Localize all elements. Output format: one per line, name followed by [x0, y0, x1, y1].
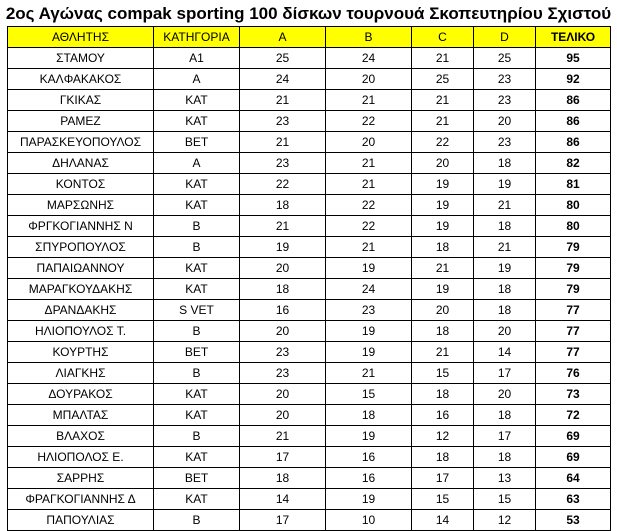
athlete-cell: ΚΟΝΤΟΣ	[8, 174, 154, 195]
athlete-cell: ΒΛΑΧΟΣ	[8, 426, 154, 447]
athlete-cell: ΜΑΡΑΓΚΟΥΔΑΚΗΣ	[8, 279, 154, 300]
header-row	[8, 27, 611, 48]
final-score-cell: 95	[536, 48, 611, 69]
round-b-cell: 19	[326, 342, 412, 363]
round-c-cell: 19	[412, 174, 474, 195]
round-d-cell: 23	[474, 132, 536, 153]
category-cell: Α	[154, 69, 240, 90]
final-score-cell: 86	[536, 111, 611, 132]
category-cell: ΚΑΤ	[154, 90, 240, 111]
table-row	[8, 279, 611, 300]
final-score-cell: 76	[536, 363, 611, 384]
final-score-cell: 73	[536, 384, 611, 405]
round-a-cell: 20	[240, 258, 326, 279]
final-score-cell: 80	[536, 216, 611, 237]
table-row	[8, 48, 611, 69]
athlete-cell: ΣΑΡΡΗΣ	[8, 468, 154, 489]
final-score-cell: 53	[536, 510, 611, 531]
final-score-cell: 77	[536, 300, 611, 321]
round-c-cell: 21	[412, 342, 474, 363]
round-a-cell: 14	[240, 489, 326, 510]
final-score-cell: 82	[536, 153, 611, 174]
round-d-cell: 23	[474, 90, 536, 111]
round-a-cell: 21	[240, 426, 326, 447]
athlete-cell: ΔΟΥΡΑΚΟΣ	[8, 384, 154, 405]
header-round-c: C	[412, 27, 474, 48]
round-b-cell: 22	[326, 111, 412, 132]
category-cell: Α1	[154, 48, 240, 69]
round-d-cell: 17	[474, 426, 536, 447]
round-b-cell: 21	[326, 237, 412, 258]
final-score-cell: 72	[536, 405, 611, 426]
round-a-cell: 20	[240, 321, 326, 342]
round-c-cell: 21	[412, 90, 474, 111]
table-row	[8, 216, 611, 237]
round-c-cell: 19	[412, 216, 474, 237]
table-row	[8, 510, 611, 531]
round-a-cell: 18	[240, 468, 326, 489]
category-cell: Β	[154, 237, 240, 258]
category-cell: ΚΑΤ	[154, 258, 240, 279]
category-cell: ΒΕΤ	[154, 342, 240, 363]
round-d-cell: 15	[474, 489, 536, 510]
athlete-cell: ΣΠΥΡΟΠΟΥΛΟΣ	[8, 237, 154, 258]
round-b-cell: 24	[326, 48, 412, 69]
round-a-cell: 25	[240, 48, 326, 69]
round-a-cell: 21	[240, 216, 326, 237]
header-final: ΤΕΛΙΚΟ	[536, 27, 611, 48]
round-c-cell: 12	[412, 426, 474, 447]
round-d-cell: 19	[474, 258, 536, 279]
athlete-cell: ΣΤΑΜΟΥ	[8, 48, 154, 69]
round-b-cell: 19	[326, 321, 412, 342]
table-row	[8, 468, 611, 489]
table-row	[8, 426, 611, 447]
round-b-cell: 21	[326, 174, 412, 195]
round-c-cell: 16	[412, 405, 474, 426]
final-score-cell: 79	[536, 258, 611, 279]
round-d-cell: 18	[474, 279, 536, 300]
table-row	[8, 174, 611, 195]
round-b-cell: 22	[326, 195, 412, 216]
round-c-cell: 15	[412, 363, 474, 384]
athlete-cell: ΗΛΙΟΠΟΛΟΣ Ε.	[8, 447, 154, 468]
table-header	[8, 27, 611, 48]
athlete-cell: ΚΑΛΦΑΚΑΚΟΣ	[8, 69, 154, 90]
round-c-cell: 18	[412, 237, 474, 258]
category-cell: ΚΑΤ	[154, 174, 240, 195]
final-score-cell: 79	[536, 237, 611, 258]
table-row	[8, 489, 611, 510]
table-row	[8, 321, 611, 342]
table-row	[8, 195, 611, 216]
round-a-cell: 23	[240, 363, 326, 384]
athlete-cell: ΡΑΜΕΖ	[8, 111, 154, 132]
header-round-b: B	[326, 27, 412, 48]
round-b-cell: 19	[326, 258, 412, 279]
athlete-cell: ΚΟΥΡΤΗΣ	[8, 342, 154, 363]
round-d-cell: 19	[474, 174, 536, 195]
round-b-cell: 16	[326, 447, 412, 468]
round-d-cell: 18	[474, 216, 536, 237]
athlete-cell: ΗΛΙΟΠΟΥΛΟΣ Τ.	[8, 321, 154, 342]
round-b-cell: 19	[326, 489, 412, 510]
round-d-cell: 18	[474, 447, 536, 468]
round-c-cell: 18	[412, 384, 474, 405]
table-row	[8, 363, 611, 384]
round-a-cell: 24	[240, 69, 326, 90]
table-row	[8, 153, 611, 174]
table-row	[8, 111, 611, 132]
round-d-cell: 18	[474, 153, 536, 174]
category-cell: ΒΕΤ	[154, 132, 240, 153]
table-row	[8, 90, 611, 111]
athlete-cell: ΜΑΡΣΩΝΗΣ	[8, 195, 154, 216]
round-b-cell: 21	[326, 153, 412, 174]
round-c-cell: 18	[412, 321, 474, 342]
category-cell: Β	[154, 510, 240, 531]
round-c-cell: 19	[412, 279, 474, 300]
round-d-cell: 21	[474, 237, 536, 258]
round-c-cell: 21	[412, 111, 474, 132]
table-row	[8, 132, 611, 153]
page-title: 2ος Αγώνας compak sporting 100 δίσκων τουρνουά Σκοπευτηρίου Σχιστού	[5, 4, 612, 23]
athlete-cell: ΔΗΛΑΝΑΣ	[8, 153, 154, 174]
round-b-cell: 20	[326, 132, 412, 153]
table-row	[8, 69, 611, 90]
round-a-cell: 22	[240, 174, 326, 195]
table-row	[8, 447, 611, 468]
round-a-cell: 19	[240, 237, 326, 258]
round-c-cell: 22	[412, 132, 474, 153]
table-row	[8, 384, 611, 405]
final-score-cell: 69	[536, 426, 611, 447]
category-cell: ΚΑΤ	[154, 489, 240, 510]
round-d-cell: 18	[474, 300, 536, 321]
athlete-cell: ΠΑΠΑΙΩΑΝΝΟΥ	[8, 258, 154, 279]
round-d-cell: 18	[474, 405, 536, 426]
round-c-cell: 14	[412, 510, 474, 531]
category-cell: ΒΕΤ	[154, 468, 240, 489]
final-score-cell: 77	[536, 321, 611, 342]
round-a-cell: 17	[240, 510, 326, 531]
round-c-cell: 15	[412, 489, 474, 510]
round-d-cell: 20	[474, 321, 536, 342]
round-d-cell: 25	[474, 48, 536, 69]
athlete-cell: ΠΑΠΟΥΛΙΑΣ	[8, 510, 154, 531]
round-d-cell: 23	[474, 69, 536, 90]
final-score-cell: 79	[536, 279, 611, 300]
round-d-cell: 20	[474, 111, 536, 132]
final-score-cell: 80	[536, 195, 611, 216]
category-cell: Α	[154, 153, 240, 174]
round-b-cell: 20	[326, 69, 412, 90]
round-d-cell: 20	[474, 384, 536, 405]
round-b-cell: 21	[326, 90, 412, 111]
final-score-cell: 69	[536, 447, 611, 468]
header-athlete: ΑΘΛΗΤΗΣ	[8, 27, 154, 48]
athlete-cell: ΠΑΡΑΣΚΕΥΟΠΟΥΛΟΣ	[8, 132, 154, 153]
round-a-cell: 17	[240, 447, 326, 468]
table-row	[8, 405, 611, 426]
round-a-cell: 23	[240, 342, 326, 363]
round-b-cell: 18	[326, 405, 412, 426]
round-b-cell: 19	[326, 426, 412, 447]
header-category: ΚΑΤΗΓΟΡΙΑ	[154, 27, 240, 48]
athlete-cell: ΛΙΑΓΚΗΣ	[8, 363, 154, 384]
final-score-cell: 64	[536, 468, 611, 489]
round-d-cell: 14	[474, 342, 536, 363]
final-score-cell: 86	[536, 132, 611, 153]
round-a-cell: 23	[240, 111, 326, 132]
category-cell: Β	[154, 426, 240, 447]
final-score-cell: 63	[536, 489, 611, 510]
round-a-cell: 18	[240, 195, 326, 216]
category-cell: S VET	[154, 300, 240, 321]
final-score-cell: 86	[536, 90, 611, 111]
table-row	[8, 237, 611, 258]
round-c-cell: 20	[412, 153, 474, 174]
table-row	[8, 342, 611, 363]
round-c-cell: 21	[412, 258, 474, 279]
athlete-cell: ΜΠΑΛΤΑΣ	[8, 405, 154, 426]
round-a-cell: 16	[240, 300, 326, 321]
category-cell: Β	[154, 321, 240, 342]
round-c-cell: 20	[412, 300, 474, 321]
athlete-cell: ΔΡΑΝΔΑΚΗΣ	[8, 300, 154, 321]
round-c-cell: 19	[412, 195, 474, 216]
table-row	[8, 300, 611, 321]
results-table	[7, 26, 611, 531]
round-a-cell: 23	[240, 153, 326, 174]
round-d-cell: 12	[474, 510, 536, 531]
athlete-cell: ΦΡΓΚΟΓΙΑΝΝΗΣ Ν	[8, 216, 154, 237]
round-a-cell: 20	[240, 405, 326, 426]
round-c-cell: 18	[412, 447, 474, 468]
round-a-cell: 21	[240, 90, 326, 111]
round-b-cell: 16	[326, 468, 412, 489]
header-round-d: D	[474, 27, 536, 48]
round-b-cell: 15	[326, 384, 412, 405]
final-score-cell: 92	[536, 69, 611, 90]
category-cell: ΚΑΤ	[154, 195, 240, 216]
category-cell: ΚΑΤ	[154, 111, 240, 132]
header-round-a: A	[240, 27, 326, 48]
round-b-cell: 10	[326, 510, 412, 531]
athlete-cell: ΦΡΑΓΚΟΓΙΑΝΝΗΣ Δ	[8, 489, 154, 510]
round-a-cell: 18	[240, 279, 326, 300]
round-d-cell: 17	[474, 363, 536, 384]
round-b-cell: 22	[326, 216, 412, 237]
round-c-cell: 17	[412, 468, 474, 489]
athlete-cell: ΓΚΙΚΑΣ	[8, 90, 154, 111]
round-a-cell: 20	[240, 384, 326, 405]
category-cell: ΚΑΤ	[154, 384, 240, 405]
category-cell: Β	[154, 216, 240, 237]
category-cell: ΚΑΤ	[154, 279, 240, 300]
round-a-cell: 21	[240, 132, 326, 153]
table-body	[8, 48, 611, 531]
final-score-cell: 81	[536, 174, 611, 195]
round-d-cell: 21	[474, 195, 536, 216]
round-c-cell: 21	[412, 48, 474, 69]
round-d-cell: 13	[474, 468, 536, 489]
round-b-cell: 23	[326, 300, 412, 321]
round-b-cell: 21	[326, 363, 412, 384]
round-b-cell: 24	[326, 279, 412, 300]
final-score-cell: 77	[536, 342, 611, 363]
category-cell: ΚΑΤ	[154, 447, 240, 468]
category-cell: Β	[154, 363, 240, 384]
round-c-cell: 25	[412, 69, 474, 90]
category-cell: ΚΑΤ	[154, 405, 240, 426]
table-row	[8, 258, 611, 279]
